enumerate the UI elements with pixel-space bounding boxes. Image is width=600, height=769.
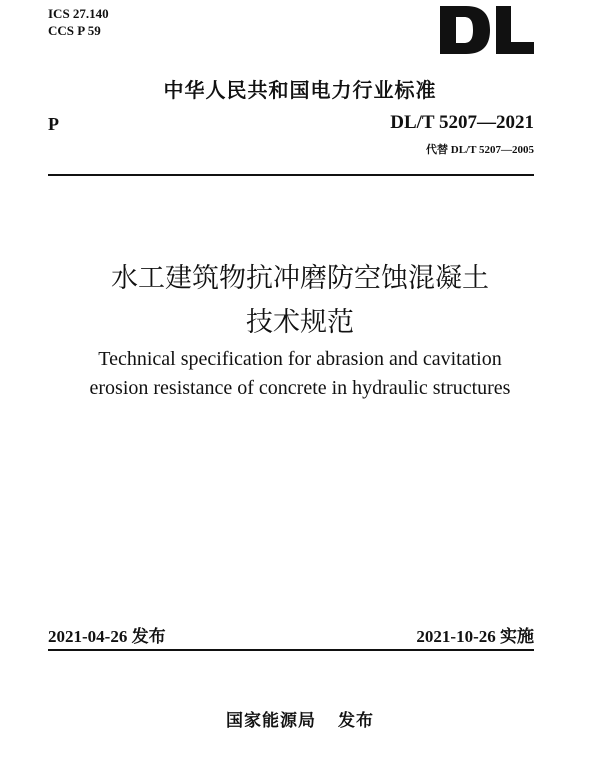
title-en-line2: erosion resistance of concrete in hydraulic structures — [89, 377, 511, 399]
title-zh-line1: 水工建筑物抗冲磨防空蚀混凝土 — [111, 263, 489, 293]
ccs-code: CCS P 59 — [48, 23, 101, 38]
title-zh-line2: 技术规范 — [246, 307, 354, 337]
organization-title: 中华人民共和国电力行业标准 — [163, 78, 437, 102]
dl-logo — [440, 6, 534, 54]
issuer-name: 国家能源局 — [226, 711, 316, 731]
dl-logo-l — [496, 6, 534, 54]
replaces-standard: 代替 DL/T 5207—2005 — [426, 144, 534, 156]
ics-code: ICS 27.140 — [48, 6, 109, 21]
title-en-line1: Technical specification for abrasion and cavitation — [98, 348, 502, 370]
publish-date: 2021-04-26 发布 — [48, 627, 166, 646]
issuer-line — [0, 706, 600, 731]
issuer-action: 发布 — [338, 711, 374, 731]
standard-number: DL/T 5207—2021 — [390, 112, 534, 133]
bottom-divider — [48, 649, 534, 651]
dl-logo-d — [440, 6, 490, 54]
classification-letter: P — [48, 114, 59, 134]
implement-date: 2021-10-26 实施 — [416, 627, 534, 646]
top-divider — [48, 174, 534, 176]
